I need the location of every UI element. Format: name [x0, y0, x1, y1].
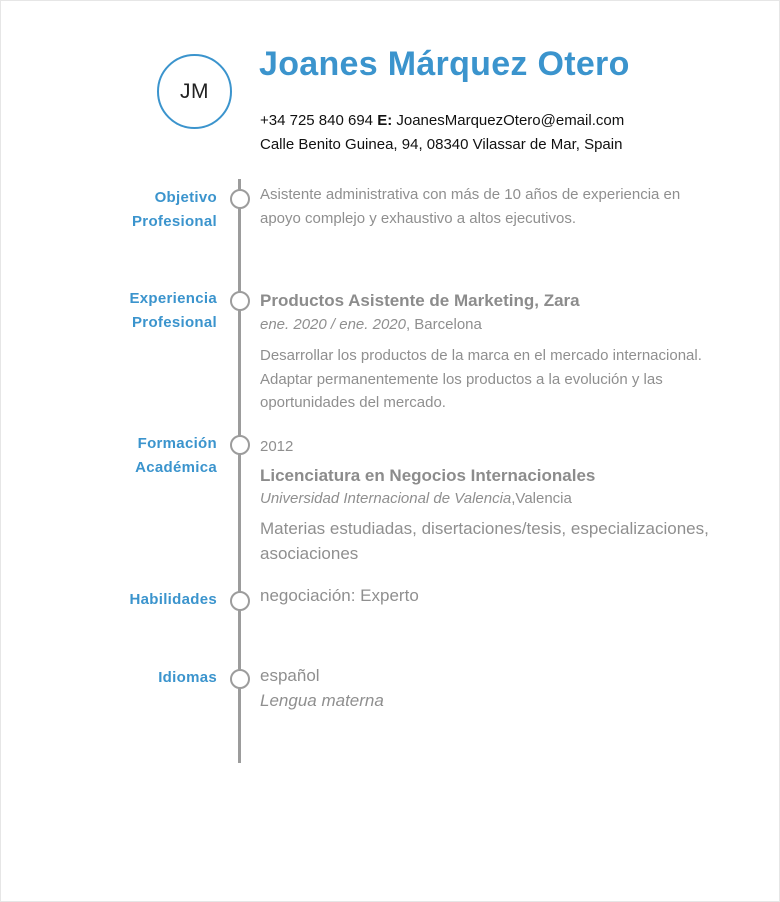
- label-line: Académica: [135, 459, 217, 476]
- section-label-experience: [129, 287, 217, 335]
- label-line: Formación: [137, 435, 217, 452]
- timeline-node-objective: [230, 189, 250, 209]
- phone-number: +34 725 840 694: [260, 112, 374, 129]
- language-name: español: [260, 666, 320, 685]
- timeline-node-education: [230, 435, 250, 455]
- skill-item: negociación: Experto: [260, 586, 419, 605]
- section-label-languages: Idiomas: [158, 669, 217, 686]
- text-line: Asistente administrativa con más de 10 años de experiencia en: [260, 186, 681, 203]
- education-description: [260, 516, 740, 566]
- job-dates: ene. 2020 / ene. 2020: [260, 316, 406, 333]
- candidate-name: Joanes Márquez Otero: [259, 45, 630, 83]
- degree-title: Licenciatura en Negocios Internacionales: [260, 465, 596, 485]
- education-meta: [260, 487, 740, 511]
- text-line: Adaptar permanentemente los productos a la evolución y las: [260, 370, 663, 388]
- school-name: Universidad Internacional de Valencia: [260, 489, 512, 507]
- education-year: 2012: [260, 438, 294, 455]
- section-label-skills: Habilidades: [129, 591, 217, 608]
- email-address: JoanesMarquezOtero@email.com: [396, 112, 625, 129]
- objective-text: [260, 183, 740, 230]
- contact-line-1: [260, 109, 624, 133]
- initials-text: JM: [180, 79, 209, 103]
- job-location: , Barcelona: [405, 316, 482, 333]
- language-entry: [260, 663, 740, 713]
- experience-entry: [260, 290, 740, 415]
- address: Calle Benito Guinea, 94, 08340 Vilassar de Mar, Spain: [260, 136, 623, 153]
- language-level: Lengua materna: [260, 691, 384, 710]
- job-meta: [260, 312, 740, 338]
- section-label-objective: [132, 186, 217, 234]
- email-label: E:: [377, 112, 393, 129]
- job-title: Productos Asistente de Marketing, Zara: [260, 291, 580, 310]
- text-line: oportunidades del mercado.: [260, 394, 446, 411]
- text-line: Materias estudiadas, disertaciones/tesis, especializaciones,: [260, 519, 709, 538]
- initials-avatar: [157, 54, 232, 129]
- job-description: [260, 344, 740, 415]
- label-line: Objetivo: [154, 189, 217, 206]
- label-line: Profesional: [132, 314, 217, 331]
- school-city: ,Valencia: [511, 489, 572, 507]
- text-line: asociaciones: [260, 544, 359, 563]
- label-line: Profesional: [132, 213, 217, 230]
- label-line: Experiencia: [129, 290, 217, 307]
- contact-info: [260, 109, 624, 157]
- text-line: Desarrollar los productos de la marca en el mercado internacional.: [260, 347, 702, 364]
- section-label-education: [135, 432, 217, 480]
- education-entry: [260, 435, 740, 566]
- timeline-node-experience: [230, 291, 250, 311]
- text-line: apoyo complejo y exhaustivo a altos ejecutivos.: [260, 209, 577, 227]
- timeline-node-languages: [230, 669, 250, 689]
- timeline-node-skills: [230, 591, 250, 611]
